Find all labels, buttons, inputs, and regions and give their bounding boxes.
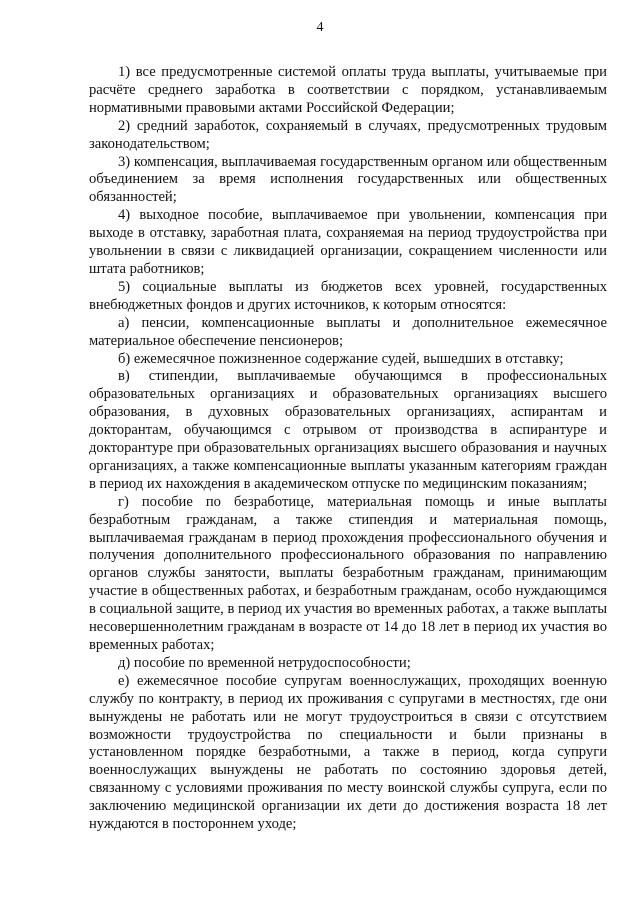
paragraph-3: 3) компенсация, выплачиваемая государственным органом или общественным объединением за время исполнения государственных или общественных обязанностей; — [89, 153, 607, 206]
paragraph-5e: е) ежемесячное пособие супругам военнослужащих, проходящих военную службу по контракту, в период их проживания с супругами в местностях, где они вынуждены не работать или не могут трудоустроиться в связи с отсутствием возможности трудоустройства по специальности и были признаны в установленном порядке безработными, а также в период, когда супруги военнослужащих вынуждены не работать по состоянию здоровья детей, связанному с условиями проживания по месту воинской службы супруга, если по заключению медицинской организации их дети до достижения возраста 18 лет нуждаются в постороннем уходе; — [89, 672, 607, 833]
paragraph-1: 1) все предусмотренные системой оплаты труда выплаты, учитываемые при расчёте среднего заработка в соответствии с порядком, устанавливаемым нормативными правовыми актами Российской Федерации; — [89, 64, 607, 116]
paragraph-5a: а) пенсии, компенсационные выплаты и дополнительное ежемесячное материальное обеспечение пенсионеров; — [89, 314, 607, 349]
paragraph-5g: г) пособие по безработице, материальная помощь и иные выплаты безработным гражданам, а также стипендия и материальная помощь, выплачиваемая гражданам в период прохождения профессионального обучения и получения дополнительного профессионального образования по направлению органов службы занятости, выплаты безработным гражданам, принимающим участие в общественных работах, и безработным гражданам, особо нуждающимся в социальной защите, в период их участия во временных работах, а также выплаты несовершеннолетним гражданам в возрасте от 14 до 18 лет в период их участия во временных работах; — [89, 493, 608, 653]
paragraph-4: 4) выходное пособие, выплачиваемое при увольнении, компенсация при выходе в отставку, заработная плата, сохраняемая на период трудоустройства при увольнении в связи с ликвидацией организации, сокращением численности или штата работников; — [89, 207, 607, 277]
paragraph-5v: в) стипендии, выплачиваемые обучающимся в профессиональных образовательных организациях и образовательных организациях высшего образования, в духовных образовательных организациях, аспирантам и докторантам, обучающимся с отрывом от производства в аспирантуре и докторантуре при образовательных организациях высшего образования и научных организациях, а также компенсационные выплаты указанным категориям граждан в период их нахождения в академическом отпуске по медицинским показаниям; — [89, 368, 607, 492]
paragraph-5d: д) пособие по временной нетрудоспособности; — [118, 654, 411, 671]
paragraph-2: 2) средний заработок, сохраняемый в случаях, предусмотренных трудовым законодательством; — [89, 117, 607, 152]
page-number: 4 — [316, 20, 324, 35]
paragraph-5b: б) ежемесячное пожизненное содержание судей, вышедших в отставку; — [118, 350, 564, 367]
paragraph-5: 5) социальные выплаты из бюджетов всех уровней, государственных внебюджетных фондов и других источников, к которым относятся: — [89, 278, 607, 313]
document-body — [89, 64, 607, 834]
